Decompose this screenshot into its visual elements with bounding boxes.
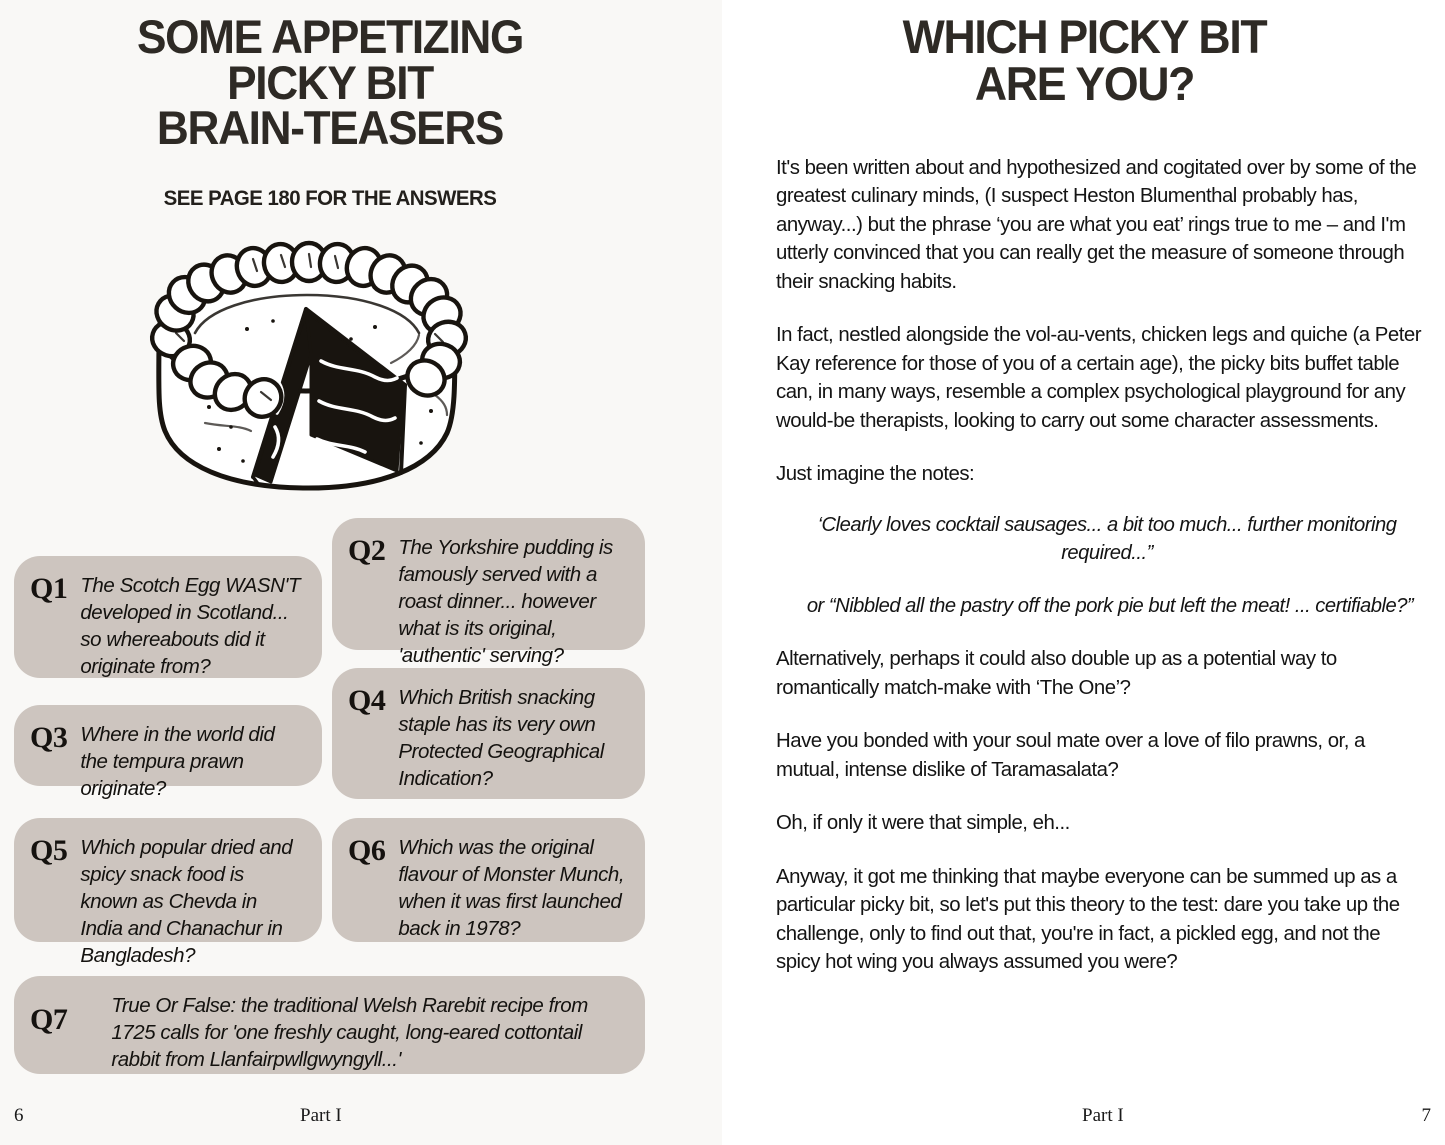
question-text-q4: Which British snacking staple has its very own Protected Geographical Indication? [398, 686, 604, 791]
question-label-q7: Q7 [30, 1003, 68, 1036]
paragraph-4: Alternatively, perhaps it could also double up as a potential way to romantically match-make with ‘The One’? [776, 648, 1337, 699]
question-bubble-q7[interactable] [14, 976, 645, 1074]
paragraph-1: It's been written about and hypothesized and cogitated over by some of the greatest culinary minds, (I suspect Heston Blumenthal probably has, anyway...) but the phrase ‘you are what you eat’ rings true to me – and I'm utterly convinced that you can really get the measure of someone through their snacking habits. [776, 157, 1417, 293]
question-label-q3: Q3 [30, 721, 68, 754]
question-label-q2: Q2 [348, 534, 386, 567]
brain-teaser-question-list [0, 0, 722, 1145]
right-page [722, 0, 1445, 1145]
right-title-line-2: ARE YOU? [974, 56, 1195, 110]
left-page [0, 0, 722, 1145]
right-page-title [778, 10, 1391, 110]
question-label-q1: Q1 [30, 572, 68, 605]
question-text-q6: Which was the original flavour of Monster Munch, when it was first launched back in 1978? [398, 836, 625, 941]
imagined-note-quote-2: or “Nibbled all the pastry off the pork pie but left the meat! ... certifiable?” [806, 595, 1414, 618]
right-page-body [776, 154, 1424, 1001]
question-text-q2: The Yorkshire pudding is famously served with a roast dinner... however what is its original, 'authentic' serving? [398, 536, 613, 668]
left-page-footer [0, 1101, 722, 1131]
question-text-q3: Where in the world did the tempura prawn originate? [80, 723, 275, 801]
question-bubble-q5[interactable] [14, 818, 322, 968]
question-text-q1: The Scotch Egg WASN'T developed in Scotland... so whereabouts did it originate from? [80, 574, 301, 679]
right-page-number: 7 [1421, 1105, 1431, 1126]
left-title-line-2: PICKY BIT [227, 55, 433, 109]
left-page-part-label: Part I [300, 1105, 342, 1126]
question-text-q7: True Or False: the traditional Welsh Rarebit recipe from 1725 calls for 'one freshly caught, long-eared cottontail rabbit from Llanfairpwllgwyngyll...' [111, 994, 588, 1072]
paragraph-7: Anyway, it got me thinking that maybe everyone can be summed up as a particular picky bit, so let's put this theory to the test: dare you take up the challenge, only to find out that, you're in fact, a pickled egg, and not the spicy hot wing you always assumed you were? [776, 865, 1400, 973]
paragraph-6: Oh, if only it were that simple, eh... [776, 812, 1070, 835]
question-bubble-q2[interactable] [332, 518, 645, 668]
right-page-part-label: Part I [1082, 1105, 1124, 1126]
question-label-q6: Q6 [348, 834, 386, 867]
right-page-footer [722, 1101, 1445, 1131]
question-bubble-q1[interactable] [14, 556, 322, 678]
left-page-number: 6 [14, 1105, 24, 1126]
paragraph-2: In fact, nestled alongside the vol-au-vents, chicken legs and quiche (a Peter Kay reference for those of you of a certain age), the picky bits buffet table can, in many ways, resemble a complex psychological playground for any would-be therapists, looking to carry out some character assessments. [776, 324, 1421, 432]
question-bubble-q4[interactable] [332, 668, 645, 799]
question-bubble-q6[interactable] [332, 818, 645, 942]
left-title-line-3: BRAIN-TEASERS [156, 101, 504, 155]
paragraph-5: Have you bonded with your soul mate over a love of filo prawns, or, a mutual, intense dislike of Taramasalata? [776, 730, 1365, 781]
question-label-q5: Q5 [30, 834, 68, 867]
right-title-line-1: WHICH PICKY BIT [902, 10, 1267, 63]
question-text-q5: Which popular dried and spicy snack food is known as Chevda in India and Chanachur in Bangladesh? [80, 836, 293, 968]
answers-reference-subtitle: SEE PAGE 180 FOR THE ANSWERS [163, 186, 497, 210]
left-title-line-1: SOME APPETIZING [136, 10, 524, 63]
imagined-note-quote-1: ‘Clearly loves cocktail sausages... a bit too much... further monitoring required...” [817, 513, 1397, 564]
question-label-q4: Q4 [348, 684, 386, 717]
question-bubble-q3[interactable] [14, 705, 322, 801]
paragraph-3-intro: Just imagine the notes: [776, 463, 975, 486]
